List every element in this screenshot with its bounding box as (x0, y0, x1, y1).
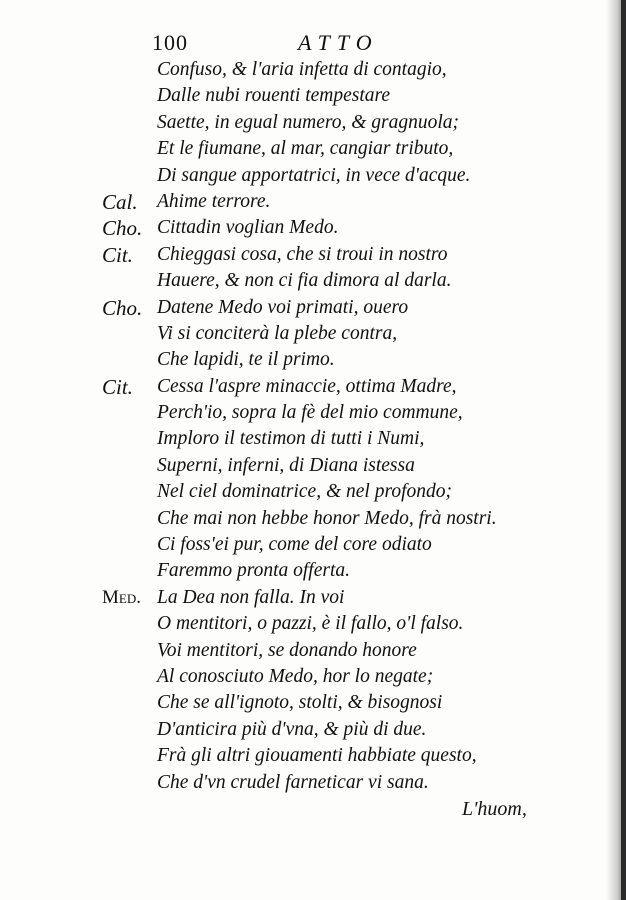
verse-line (0, 321, 626, 347)
verse-line (0, 611, 626, 637)
verse-line (0, 268, 626, 294)
verse-block (0, 57, 626, 796)
verse-line (0, 479, 626, 505)
verse-text: Nel ciel dominatrice, & nel profondo; (157, 481, 452, 503)
speaker-label: Cho. (102, 216, 143, 241)
verse-line (0, 690, 626, 716)
verse-text: Saette, in egual numero, & gragnuola; (157, 111, 460, 133)
verse-text: Faremmo pronta offerta. (157, 560, 351, 582)
verse-text: Cessa l'aspre minaccie, ottima Madre, (157, 375, 457, 397)
verse-text: Voi mentitori, se donando honore (157, 639, 417, 661)
speaker-label: Cit. (102, 242, 133, 267)
verse-text: Chieggasi cosa, che si troui in nostro (157, 243, 448, 265)
verse-line (0, 57, 626, 83)
verse-text: La Dea non falla. In voi (157, 586, 345, 608)
verse-line (0, 347, 626, 373)
verse-line (0, 110, 626, 136)
verse-line (0, 743, 626, 769)
verse-text: Perch'io, sopra la fè del mio commune, (157, 402, 463, 424)
verse-line (0, 664, 626, 690)
speaker-label: Cho. (102, 295, 143, 320)
verse-line (0, 638, 626, 664)
verse-text: Vi si conciterà la plebe contra, (157, 322, 398, 344)
verse-line (0, 189, 626, 215)
verse-line (0, 83, 626, 109)
verse-line (0, 215, 626, 241)
verse-text: Datene Medo voi primati, ouero (157, 296, 409, 318)
verse-text: Che se all'ignoto, stolti, & bisognosi (157, 692, 443, 714)
verse-line (0, 163, 626, 189)
verse-text: Et le fiumane, al mar, cangiar tributo, (157, 138, 454, 160)
verse-text: Di sangue apportatrici, in vece d'acque. (157, 164, 471, 186)
verse-line (0, 506, 626, 532)
verse-line (0, 717, 626, 743)
verse-text: Cittadin voglian Medo. (157, 217, 339, 239)
verse-text: Frà gli altri giouamenti habbiate questo, (157, 745, 477, 767)
verse-text: Confuso, & l'aria infetta di contagio, (157, 59, 447, 80)
verse-text: D'anticira più d'vna, & più di due. (157, 718, 427, 740)
verse-line (0, 136, 626, 162)
running-head: ATTO (298, 30, 379, 55)
verse-text: Ahime terrore. (157, 190, 271, 212)
catchword: L'huom, (462, 798, 527, 820)
verse-text: Imploro il testimon di tutti i Numi, (157, 428, 425, 450)
verse-text: O mentitori, o pazzi, è il fallo, o'l falso. (157, 613, 464, 635)
verse-line (0, 770, 626, 796)
verse-line (0, 242, 626, 268)
verse-text: Che d'vn crudel farneticar vi sana. (157, 771, 429, 793)
verse-line (0, 558, 626, 584)
verse-text: Superni, inferni, di Diana istessa (157, 454, 415, 476)
verse-text: Hauere, & non ci fia dimora al darla. (157, 270, 452, 292)
verse-line (0, 453, 626, 479)
speaker-label: Med. (102, 586, 141, 608)
verse-text: Che lapidi, te il primo. (157, 349, 335, 371)
verse-text: Ci foss'ei pur, come del core odiato (157, 534, 432, 556)
verse-text: Che mai non hebbe honor Medo, frà nostri. (157, 507, 497, 529)
verse-line (0, 585, 626, 611)
verse-line (0, 295, 626, 321)
verse-line (0, 374, 626, 400)
speaker-label: Cal. (102, 189, 138, 214)
page-number: 100 (152, 30, 188, 55)
speaker-label: Cit. (102, 374, 133, 399)
verse-line (0, 400, 626, 426)
verse-line (0, 426, 626, 452)
verse-text: Dalle nubi rouenti tempestare (157, 85, 391, 107)
verse-line (0, 532, 626, 558)
verse-text: Al conosciuto Medo, hor lo negate; (157, 665, 434, 687)
